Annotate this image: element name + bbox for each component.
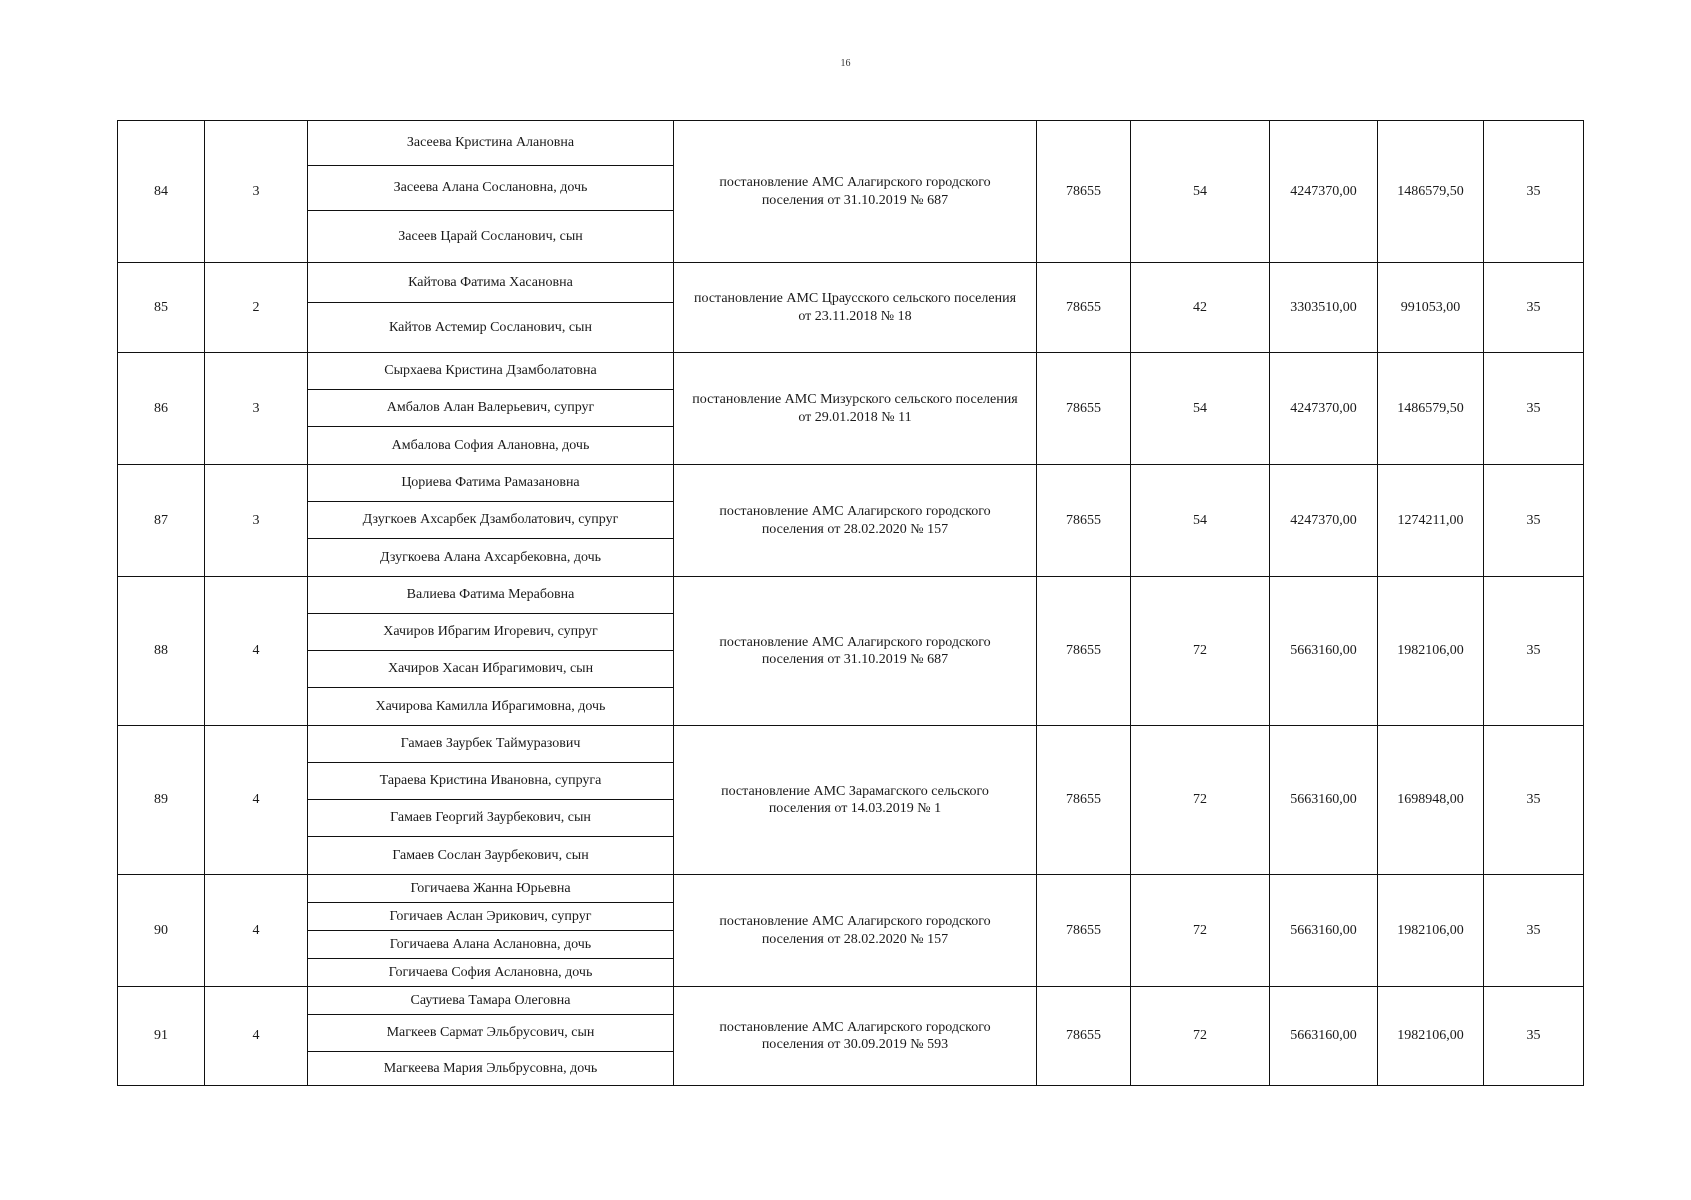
family-members-cell: 4 [205,875,308,987]
decree-cell: постановление АМС Зарамагского сельского поселения от 14.03.2019 № 1 [674,726,1037,875]
area-cell: 54 [1131,353,1270,465]
family-members-cell: 3 [205,121,308,263]
person-name-cell: Саутиева Тамара Олеговна [308,987,674,1015]
page-number: 16 [840,58,851,69]
person-name-cell: Валиева Фатима Мерабовна [308,577,674,614]
row-number-cell: 90 [118,875,205,987]
person-name-cell: Гогичаев Аслан Эрикович, супруг [308,903,674,931]
person-name-cell: Гамаев Заурбек Таймуразович [308,726,674,763]
decree-cell: постановление АМС Алагирского городского поселения от 28.02.2020 № 157 [674,875,1037,987]
table-row [118,726,1584,763]
table-row [118,577,1584,614]
table-row [118,875,1584,903]
area-cell: 72 [1131,726,1270,875]
area-cell: 72 [1131,987,1270,1086]
subsidy-amount-cell: 991053,00 [1378,263,1484,353]
person-name-cell: Кайтов Астемир Сосланович, сын [308,303,674,353]
total-cost-cell: 5663160,00 [1270,875,1378,987]
price-per-sqm-cell: 78655 [1037,987,1131,1086]
person-name-cell: Цориева Фатима Рамазановна [308,465,674,502]
person-name-cell: Дзугкоев Ахсарбек Дзамболатович, супруг [308,502,674,539]
percent-cell: 35 [1484,875,1584,987]
price-per-sqm-cell: 78655 [1037,875,1131,987]
percent-cell: 35 [1484,353,1584,465]
subsidy-amount-cell: 1486579,50 [1378,121,1484,263]
row-number-cell: 87 [118,465,205,577]
person-name-cell: Гогичаева Жанна Юрьевна [308,875,674,903]
family-members-cell: 4 [205,987,308,1086]
price-per-sqm-cell: 78655 [1037,263,1131,353]
percent-cell: 35 [1484,121,1584,263]
person-name-cell: Магкеев Сармат Эльбрусович, сын [308,1015,674,1052]
row-number-cell: 86 [118,353,205,465]
area-cell: 72 [1131,577,1270,726]
percent-cell: 35 [1484,577,1584,726]
table-row [118,987,1584,1015]
person-name-cell: Засеева Алана Сослановна, дочь [308,166,674,211]
table-row [118,353,1584,390]
total-cost-cell: 5663160,00 [1270,577,1378,726]
subsidy-amount-cell: 1982106,00 [1378,987,1484,1086]
row-number-cell: 84 [118,121,205,263]
person-name-cell: Амбалов Алан Валерьевич, супруг [308,390,674,427]
family-members-cell: 2 [205,263,308,353]
person-name-cell: Засеева Кристина Алановна [308,121,674,166]
person-name-cell: Гамаев Сослан Заурбекович, сын [308,837,674,875]
decree-cell: постановление АМС Алагирского городского поселения от 30.09.2019 № 593 [674,987,1037,1086]
subsidy-amount-cell: 1274211,00 [1378,465,1484,577]
price-per-sqm-cell: 78655 [1037,726,1131,875]
price-per-sqm-cell: 78655 [1037,577,1131,726]
subsidy-amount-cell: 1982106,00 [1378,875,1484,987]
area-cell: 54 [1131,465,1270,577]
area-cell: 72 [1131,875,1270,987]
person-name-cell: Гамаев Георгий Заурбекович, сын [308,800,674,837]
total-cost-cell: 4247370,00 [1270,465,1378,577]
area-cell: 42 [1131,263,1270,353]
person-name-cell: Хачирова Камилла Ибрагимовна, дочь [308,688,674,726]
decree-cell: постановление АМС Алагирского городского поселения от 28.02.2020 № 157 [674,465,1037,577]
person-name-cell: Магкеева Мария Эльбрусовна, дочь [308,1052,674,1086]
person-name-cell: Гогичаева Алана Аслановна, дочь [308,931,674,959]
person-name-cell: Сырхаева Кристина Дзамболатовна [308,353,674,390]
subsidy-amount-cell: 1982106,00 [1378,577,1484,726]
row-number-cell: 88 [118,577,205,726]
total-cost-cell: 4247370,00 [1270,353,1378,465]
subsidy-amount-cell: 1486579,50 [1378,353,1484,465]
person-name-cell: Кайтова Фатима Хасановна [308,263,674,303]
family-members-cell: 4 [205,726,308,875]
family-members-cell: 3 [205,353,308,465]
total-cost-cell: 4247370,00 [1270,121,1378,263]
area-cell: 54 [1131,121,1270,263]
price-per-sqm-cell: 78655 [1037,121,1131,263]
row-number-cell: 89 [118,726,205,875]
family-members-cell: 3 [205,465,308,577]
decree-cell: постановление АМС Мизурского сельского поселения от 29.01.2018 № 11 [674,353,1037,465]
total-cost-cell: 5663160,00 [1270,726,1378,875]
row-number-cell: 85 [118,263,205,353]
family-members-cell: 4 [205,577,308,726]
person-name-cell: Хачиров Хасан Ибрагимович, сын [308,651,674,688]
person-name-cell: Гогичаева София Аслановна, дочь [308,959,674,987]
total-cost-cell: 3303510,00 [1270,263,1378,353]
row-number-cell: 91 [118,987,205,1086]
table-row [118,465,1584,502]
percent-cell: 35 [1484,987,1584,1086]
person-name-cell: Дзугкоева Алана Ахсарбековна, дочь [308,539,674,577]
percent-cell: 35 [1484,263,1584,353]
decree-cell: постановление АМС Алагирского городского поселения от 31.10.2019 № 687 [674,121,1037,263]
price-per-sqm-cell: 78655 [1037,465,1131,577]
percent-cell: 35 [1484,465,1584,577]
total-cost-cell: 5663160,00 [1270,987,1378,1086]
price-per-sqm-cell: 78655 [1037,353,1131,465]
person-name-cell: Хачиров Ибрагим Игоревич, супруг [308,614,674,651]
person-name-cell: Засеев Царай Сосланович, сын [308,211,674,263]
table-row [118,121,1584,166]
person-name-cell: Тараева Кристина Ивановна, супруга [308,763,674,800]
decree-cell: постановление АМС Цраусского сельского поселения от 23.11.2018 № 18 [674,263,1037,353]
beneficiary-table [117,120,1584,1086]
subsidy-amount-cell: 1698948,00 [1378,726,1484,875]
person-name-cell: Амбалова София Алановна, дочь [308,427,674,465]
table-row [118,263,1584,303]
decree-cell: постановление АМС Алагирского городского поселения от 31.10.2019 № 687 [674,577,1037,726]
percent-cell: 35 [1484,726,1584,875]
